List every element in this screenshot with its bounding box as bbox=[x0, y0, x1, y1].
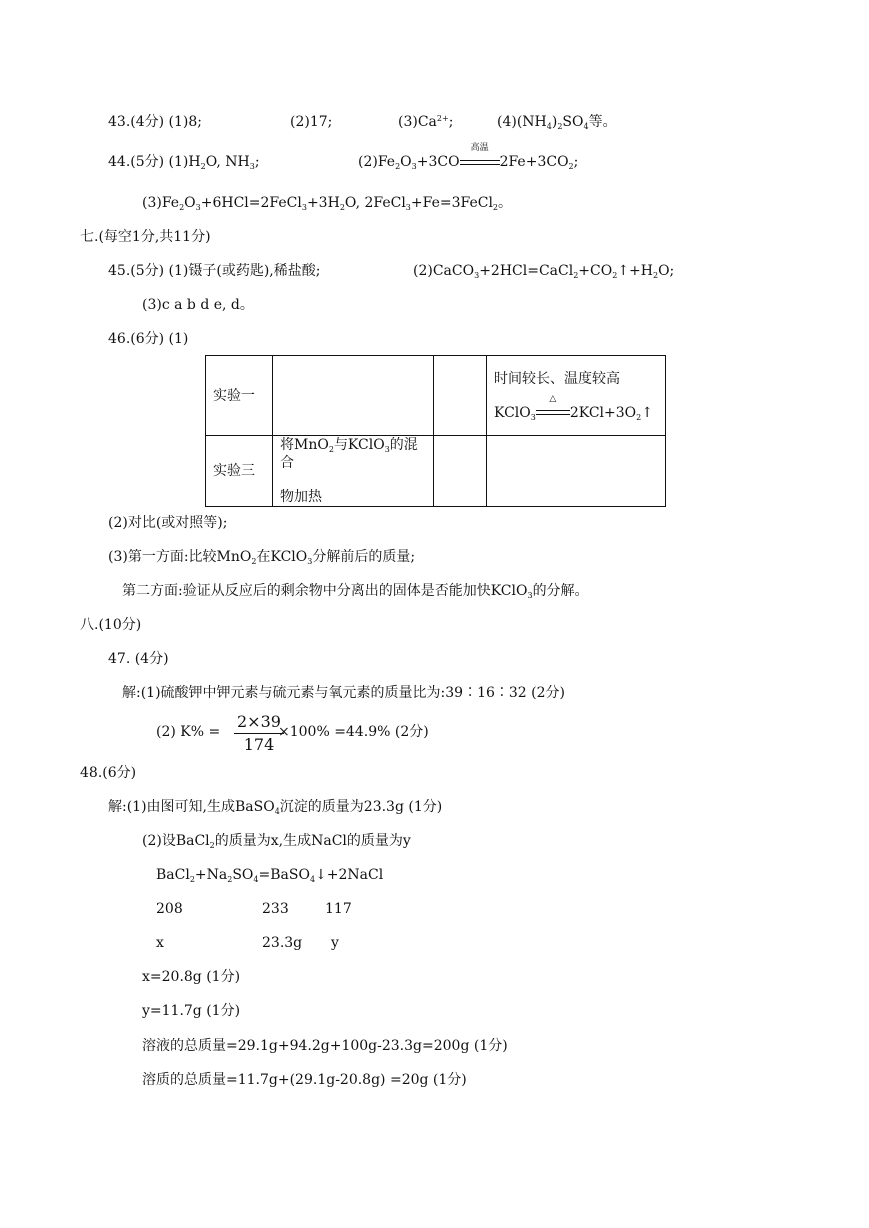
q46-part2: (2)对比(或对照等); bbox=[108, 515, 228, 531]
table-row bbox=[206, 356, 666, 436]
solution-total-mass: 溶液的总质量=29.1g+94.2g+100g-23.3g=200g (1分) bbox=[142, 1038, 508, 1054]
q47-part2-label: (2) K% = bbox=[156, 724, 221, 740]
q47-part2-result: ×100% =44.9% (2分) bbox=[278, 724, 429, 740]
q45-part2: $(2)CaCO_3+2HCl=CaCl_2+CO_2↑+H_2O$; bbox=[413, 263, 675, 280]
q44-part3: $(3)Fe_2O_3+6HCl=2FeCl_3+3H_2O$, 2FeCl$_3$+Fe=3FeCl$_2$。 bbox=[142, 195, 513, 212]
molar-mass-nacl: 117 bbox=[325, 901, 352, 917]
reaction-condition-arrow: 高温 bbox=[460, 153, 500, 171]
table-cell-empty bbox=[434, 356, 487, 436]
table-cell-exp1: 实验一 bbox=[206, 356, 273, 436]
q45-part1: 45.(5分) (1)镊子(或药匙),稀盐酸; bbox=[108, 263, 321, 279]
q48-part1: 解:(1)由图可知,生成BaSO$_4$沉淀的质量为23.3g (1分) bbox=[108, 799, 443, 816]
result-y: y=11.7g (1分) bbox=[142, 1003, 241, 1019]
known-baso4-mass: 23.3g bbox=[262, 935, 303, 951]
section-8-heading: 八.(10分) bbox=[80, 617, 142, 633]
result-x: x=20.8g (1分) bbox=[142, 969, 241, 985]
fraction-numerator: 2×39 bbox=[234, 711, 284, 734]
q46-part3: (3)第一方面:比较MnO$_2$在KClO$_3$分解前后的质量; bbox=[108, 549, 416, 566]
q43-part2: (2)17; bbox=[290, 114, 333, 130]
q44-part1: 44.(5分) $(1)H_2O$, $NH_3$; bbox=[108, 154, 260, 171]
q48-heading: 48.(6分) bbox=[80, 765, 137, 781]
fraction-denominator: 174 bbox=[243, 735, 275, 754]
q43-part1: 43.(4分) (1)8; bbox=[108, 114, 203, 130]
q44-part2: $(2)Fe_2O_3+3CO$ 高温 $2Fe+3CO_2$; bbox=[358, 143, 579, 171]
q46-heading: 46.(6分) (1) bbox=[108, 331, 189, 347]
q46-part4: 第二方面:验证从反应后的剩余物中分离出的固体是否能加快KClO$_3$的分解。 bbox=[122, 583, 589, 600]
table-cell-empty bbox=[434, 436, 487, 507]
section-7-heading: 七.(每空1分,共11分) bbox=[80, 229, 211, 245]
unknown-y: y bbox=[331, 935, 339, 951]
table-cell-exp3-method: 将MnO$_2$与KClO$_3$的混合 物加热 bbox=[273, 436, 434, 507]
molar-mass-baso4: 233 bbox=[262, 901, 289, 917]
table-cell-exp1-result: 时间较长、温度较高 KClO$_3$ △ $2KCl+3O_2↑$ bbox=[487, 356, 666, 436]
unknown-x: x bbox=[156, 935, 164, 951]
q47-part1: 解:(1)硫酸钾中钾元素与硫元素与氧元素的质量比为:39∶16∶32 (2分) bbox=[122, 685, 565, 701]
molar-mass-bacl2: 208 bbox=[156, 901, 183, 917]
table-cell-empty bbox=[273, 356, 434, 436]
table-row bbox=[206, 436, 666, 507]
experiment-table bbox=[205, 355, 666, 507]
q45-part3: (3)c a b d e, d。 bbox=[142, 297, 254, 313]
q43-part4: $(4)(NH_4)_2SO_4$等。 bbox=[497, 114, 617, 131]
q48-equation: $BaCl_2+Na_2SO_4=BaSO_4↓+2NaCl$ bbox=[156, 867, 384, 884]
q43-line bbox=[108, 113, 202, 131]
table-cell-empty bbox=[487, 436, 666, 507]
heat-condition-arrow: △ bbox=[536, 404, 570, 422]
table-cell-exp3: 实验三 bbox=[206, 436, 273, 507]
solute-total-mass: 溶质的总质量=11.7g+(29.1g-20.8g) =20g (1分) bbox=[142, 1072, 467, 1088]
q47-heading: 47. (4分) bbox=[108, 651, 169, 667]
q48-part2: (2)设BaCl$_2$的质量为x,生成NaCl的质量为y bbox=[142, 833, 411, 850]
mass-fraction bbox=[234, 711, 284, 756]
q43-part3: $(3)Ca^{2+}$; bbox=[398, 114, 454, 130]
